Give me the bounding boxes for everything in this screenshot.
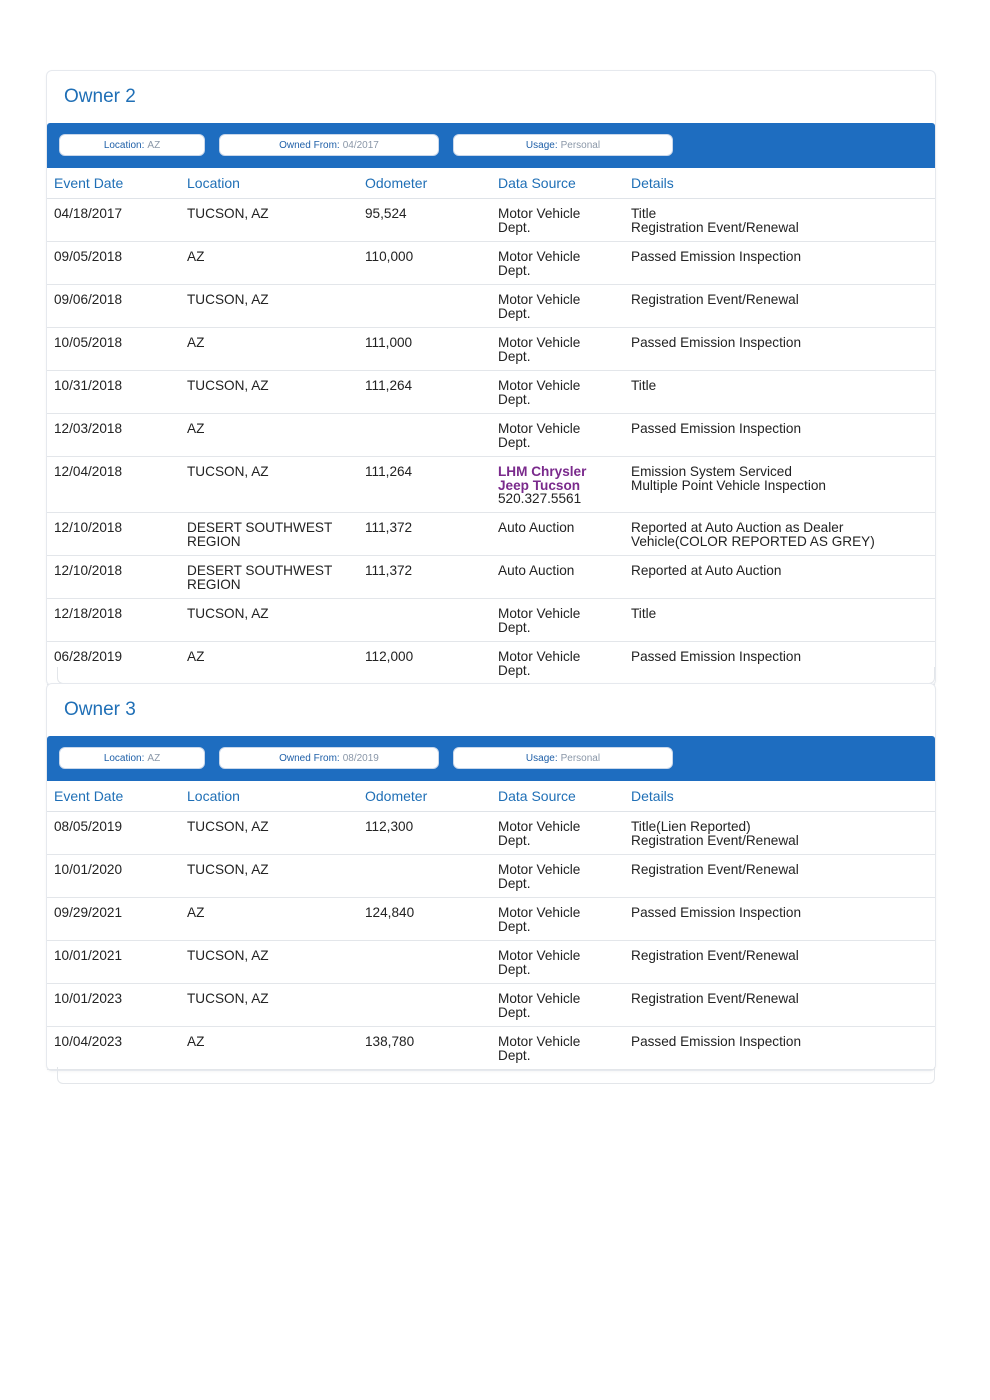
table-row — [47, 328, 935, 371]
details-line: Multiple Point Vehicle Inspection — [631, 477, 826, 493]
location-cell: DESERT SOUTHWEST REGION — [187, 520, 333, 549]
details-line: Passed Emission Inspection — [631, 335, 802, 350]
data-source-cell — [498, 1035, 622, 1062]
location-pill — [59, 134, 205, 156]
event-date-cell: 10/01/2020 — [54, 862, 123, 877]
event-date-cell: 10/01/2023 — [54, 991, 123, 1006]
details-line: Registration Event/Renewal — [631, 219, 799, 235]
details-cell — [631, 949, 931, 963]
location-pill-label: Location: — [103, 139, 145, 151]
owner-3-section — [46, 683, 936, 1071]
data-source-line: Dept. — [498, 1047, 531, 1063]
header-location: Location — [187, 175, 240, 191]
data-source-line: 520.327.5561 — [498, 491, 582, 506]
owner-3-section-footer — [57, 1067, 935, 1084]
odometer-cell: 138,780 — [365, 1034, 415, 1049]
details-cell — [631, 207, 931, 234]
details-cell — [631, 650, 931, 664]
details-cell — [631, 379, 931, 393]
data-source-cell — [498, 465, 622, 506]
data-source-line: Dept. — [498, 875, 531, 891]
table-row — [47, 984, 935, 1027]
data-source-line: Motor Vehicle — [498, 991, 581, 1006]
header-details: Details — [631, 175, 674, 191]
data-source-cell — [498, 564, 622, 578]
data-source-line: Motor Vehicle — [498, 649, 581, 664]
data-source-cell — [498, 336, 622, 363]
odometer-cell: 111,264 — [365, 464, 413, 479]
data-source-cell — [498, 379, 622, 406]
details-cell — [631, 1035, 931, 1049]
data-source-line: Motor Vehicle — [498, 292, 581, 307]
details-line: Passed Emission Inspection — [631, 905, 802, 920]
data-source-cell — [498, 422, 622, 449]
odometer-cell: 95,524 — [365, 206, 407, 221]
owned-from-pill-label: Owned From: — [279, 752, 340, 764]
details-line: Passed Emission Inspection — [631, 649, 802, 664]
details-line: Reported at Auto Auction as Dealer — [631, 520, 844, 535]
location-cell: TUCSON, AZ — [187, 948, 269, 963]
location-cell: TUCSON, AZ — [187, 991, 269, 1006]
owner-title: Owner 3 — [64, 699, 136, 720]
event-date-cell: 12/10/2018 — [54, 563, 123, 578]
details-cell — [631, 820, 931, 847]
event-date-cell: 09/05/2018 — [54, 249, 123, 264]
details-line: Registration Event/Renewal — [631, 862, 799, 877]
event-date-cell: 12/10/2018 — [54, 520, 123, 535]
header-details: Details — [631, 788, 674, 804]
usage-pill — [453, 747, 673, 769]
details-line: Passed Emission Inspection — [631, 1034, 802, 1049]
data-source-line: Motor Vehicle — [498, 606, 581, 621]
data-source-line: Dept. — [498, 262, 531, 278]
data-source-cell — [498, 207, 622, 234]
location-cell: TUCSON, AZ — [187, 378, 269, 393]
data-source-line: Dept. — [498, 832, 531, 848]
owned-from-pill — [219, 134, 439, 156]
details-line: Reported at Auto Auction — [631, 563, 782, 578]
header-event-date: Event Date — [54, 788, 124, 804]
odometer-cell: 111,372 — [365, 563, 413, 578]
table-row — [47, 599, 935, 642]
table-header — [47, 168, 935, 199]
data-source-cell — [498, 863, 622, 890]
details-line: Title(Lien Reported) — [631, 819, 751, 834]
usage-pill — [453, 134, 673, 156]
location-cell: AZ — [187, 649, 205, 664]
header-odometer: Odometer — [365, 788, 428, 804]
table-row — [47, 513, 935, 556]
owned-from-pill-value: 04/2017 — [342, 139, 379, 151]
table-row — [47, 812, 935, 855]
details-cell — [631, 250, 931, 264]
details-cell — [631, 293, 931, 307]
odometer-cell: 110,000 — [365, 249, 414, 264]
details-line: Vehicle(COLOR REPORTED AS GREY) — [631, 533, 875, 549]
usage-pill-label: Usage: — [525, 752, 558, 764]
table-row — [47, 898, 935, 941]
data-source-line: Motor Vehicle — [498, 249, 581, 264]
owner-2-section — [46, 70, 936, 686]
owned-from-pill — [219, 747, 439, 769]
data-source-cell — [498, 992, 622, 1019]
table-row — [47, 414, 935, 457]
data-source-line: Dept. — [498, 1004, 531, 1020]
odometer-cell: 111,000 — [365, 335, 413, 350]
event-date-cell: 10/04/2023 — [54, 1034, 123, 1049]
details-line: Registration Event/Renewal — [631, 991, 799, 1006]
owner-title-row — [47, 71, 935, 123]
details-cell — [631, 992, 931, 1006]
data-source-line: Dept. — [498, 391, 531, 407]
data-source-line: Auto Auction — [498, 563, 575, 578]
data-source-cell — [498, 607, 622, 634]
event-date-cell: 09/29/2021 — [54, 905, 123, 920]
data-source-line: Motor Vehicle — [498, 948, 581, 963]
location-cell: AZ — [187, 249, 205, 264]
details-cell — [631, 906, 931, 920]
details-cell — [631, 336, 931, 350]
table-row — [47, 371, 935, 414]
location-cell: AZ — [187, 421, 205, 436]
table-row — [47, 242, 935, 285]
details-cell — [631, 422, 931, 436]
data-source-line: Dept. — [498, 305, 531, 321]
owned-from-pill-label: Owned From: — [279, 139, 340, 151]
odometer-cell: 111,372 — [365, 520, 413, 535]
data-source-line: Motor Vehicle — [498, 378, 581, 393]
details-line: Title — [631, 378, 657, 393]
event-date-cell: 10/31/2018 — [54, 378, 123, 393]
location-pill-value: AZ — [147, 752, 161, 764]
header-location: Location — [187, 788, 240, 804]
location-cell: AZ — [187, 1034, 205, 1049]
details-cell — [631, 607, 931, 621]
details-line: Title — [631, 606, 657, 621]
location-cell: TUCSON, AZ — [187, 292, 269, 307]
table-row — [47, 855, 935, 898]
table-row — [47, 941, 935, 984]
location-cell: AZ — [187, 335, 205, 350]
location-cell: AZ — [187, 905, 205, 920]
location-cell: DESERT SOUTHWEST REGION — [187, 563, 333, 592]
odometer-cell: 112,300 — [365, 819, 414, 834]
odometer-cell: 112,000 — [365, 649, 414, 664]
owner-title: Owner 2 — [64, 86, 136, 107]
data-source-line: Motor Vehicle — [498, 862, 581, 877]
event-date-cell: 08/05/2019 — [54, 819, 123, 834]
location-pill-value: AZ — [147, 139, 161, 151]
data-source-line: Motor Vehicle — [498, 335, 581, 350]
location-cell: TUCSON, AZ — [187, 606, 269, 621]
details-cell — [631, 465, 931, 492]
data-source-line: Dept. — [498, 961, 531, 977]
data-source-cell — [498, 906, 622, 933]
owner-2-section-footer — [57, 667, 935, 684]
data-source-line: Motor Vehicle — [498, 1034, 581, 1049]
location-pill-label: Location: — [103, 752, 145, 764]
data-source-line: Dept. — [498, 219, 531, 235]
event-date-cell: 12/04/2018 — [54, 464, 123, 479]
event-date-cell: 12/18/2018 — [54, 606, 123, 621]
event-date-cell: 06/28/2019 — [54, 649, 123, 664]
data-source-line: Motor Vehicle — [498, 421, 581, 436]
data-source-cell — [498, 521, 622, 535]
dealer-name-link[interactable]: Jeep Tucson — [498, 477, 581, 493]
table-header — [47, 781, 935, 812]
header-event-date: Event Date — [54, 175, 124, 191]
header-odometer: Odometer — [365, 175, 428, 191]
owner-info-bar — [47, 123, 935, 168]
event-date-cell: 09/06/2018 — [54, 292, 123, 307]
owner-info-bar — [47, 736, 935, 781]
location-cell: TUCSON, AZ — [187, 464, 269, 479]
details-line: Passed Emission Inspection — [631, 249, 802, 264]
table-row — [47, 457, 935, 513]
location-cell: TUCSON, AZ — [187, 862, 269, 877]
odometer-cell: 124,840 — [365, 905, 415, 920]
table-row — [47, 556, 935, 599]
event-date-cell: 10/05/2018 — [54, 335, 123, 350]
usage-pill-value: Personal — [560, 752, 601, 764]
location-cell: TUCSON, AZ — [187, 206, 269, 221]
event-date-cell: 12/03/2018 — [54, 421, 123, 436]
data-source-line: Dept. — [498, 662, 531, 678]
usage-pill-label: Usage: — [525, 139, 558, 151]
data-source-cell — [498, 250, 622, 277]
data-source-line: Dept. — [498, 348, 531, 364]
data-source-line: Motor Vehicle — [498, 819, 581, 834]
details-line: Registration Event/Renewal — [631, 292, 799, 307]
data-source-line: Motor Vehicle — [498, 206, 581, 221]
header-data-source: Data Source — [498, 788, 576, 804]
data-source-line: Dept. — [498, 918, 531, 934]
owned-from-pill-value: 08/2019 — [342, 752, 379, 764]
data-source-cell — [498, 820, 622, 847]
details-line: Emission System Serviced — [631, 464, 792, 479]
data-source-cell — [498, 949, 622, 976]
details-cell — [631, 863, 931, 877]
data-source-line: Dept. — [498, 434, 531, 450]
table-row — [47, 1027, 935, 1070]
location-cell: TUCSON, AZ — [187, 819, 269, 834]
details-line: Registration Event/Renewal — [631, 832, 799, 848]
location-pill — [59, 747, 205, 769]
details-line: Passed Emission Inspection — [631, 421, 802, 436]
data-source-line: Dept. — [498, 619, 531, 635]
usage-pill-value: Personal — [560, 139, 601, 151]
data-source-line: Motor Vehicle — [498, 905, 581, 920]
dealer-name-link[interactable]: LHM Chrysler — [498, 464, 587, 479]
table-row — [47, 285, 935, 328]
details-line: Registration Event/Renewal — [631, 948, 799, 963]
event-date-cell: 04/18/2017 — [54, 206, 123, 221]
odometer-cell: 111,264 — [365, 378, 413, 393]
data-source-cell — [498, 293, 622, 320]
details-cell — [631, 564, 931, 578]
details-cell — [631, 521, 931, 548]
header-data-source: Data Source — [498, 175, 576, 191]
event-date-cell: 10/01/2021 — [54, 948, 123, 963]
details-line: Title — [631, 206, 657, 221]
table-row — [47, 199, 935, 242]
owner-title-row — [47, 684, 935, 736]
data-source-line: Auto Auction — [498, 520, 575, 535]
